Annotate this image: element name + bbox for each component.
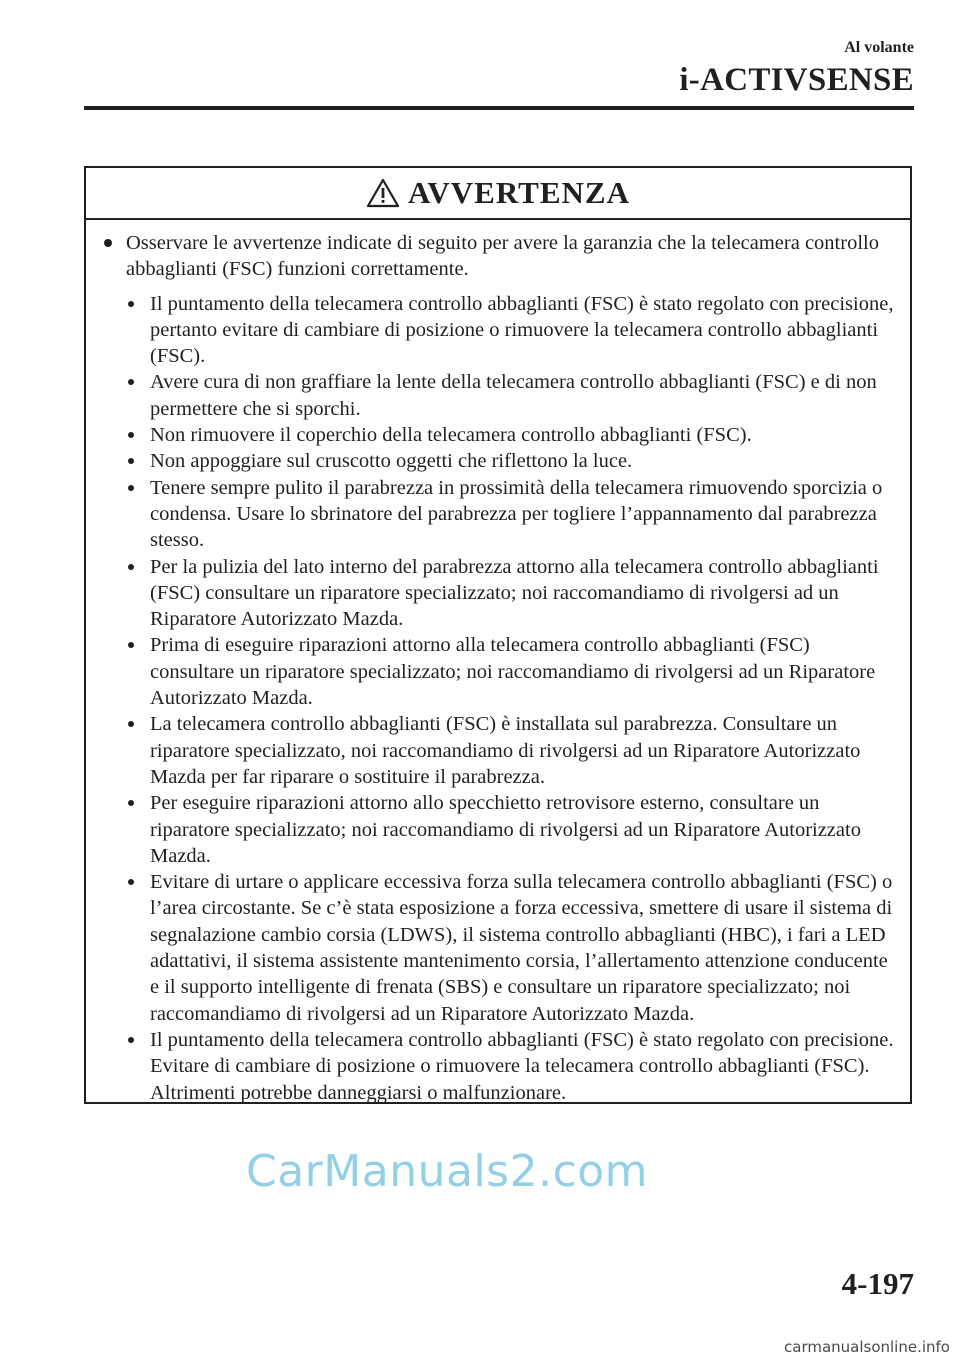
warning-item-text: Per la pulizia del lato interno del parabrezza attorno alla telecamera controllo abbaglianti (FSC) consultare un riparatore specializzato; noi raccomandiamo di rivolgersi ad un Riparatore Autorizzato Mazda. (150, 555, 879, 631)
warning-item (100, 869, 896, 1027)
main-bullet (100, 230, 896, 283)
watermark: CarManuals2.com (246, 1146, 649, 1197)
warning-item-text: Non appoggiare sul cruscotto oggetti che riflettono la luce. (150, 450, 633, 473)
page-number: 4-197 (841, 1266, 914, 1301)
warning-item (100, 1027, 896, 1106)
warning-item-text: Non rimuovere il coperchio della telecamera controllo abbaglianti (FSC). (150, 424, 752, 447)
bullet-dot (128, 458, 134, 464)
main-bullet-text: Osservare le avvertenze indicate di seguito per avere la garanzia che la telecamera controllo abbaglianti (FSC) funzioni correttamente. (126, 232, 879, 281)
page-title: i-ACTIVSENSE (679, 62, 914, 98)
warning-item-text: Evitare di urtare o applicare eccessiva forza sulla telecamera controllo abbaglianti (FSC) o l’area circostante. Se c’è stata esposizione a forza eccessiva, smettere di usare il sistema di segnalazione cambio corsia (LDWS), il sistema controllo abbaglianti (HBC), i fari a LED adattativi, il sistema assistente mantenimento corsia, l’allertamento attenzione conducente e il supporto intelligente di frenata (SBS) e consultare un riparatore specializzato; noi raccomandiamo di rivolgersi ad un Riparatore Autorizzato Mazda. (150, 871, 893, 1025)
bullet-dot (128, 564, 134, 570)
bullet-dot (128, 301, 134, 307)
bullet-dot (104, 239, 112, 247)
bullet-dot (128, 1037, 134, 1043)
warning-item (100, 632, 896, 711)
warning-item-text: Il puntamento della telecamera controllo abbaglianti (FSC) è stato regolato con precisione. Evitare di cambiare di posizione o rimuovere la telecamera controllo abbaglianti (FSC). Altrimenti potrebbe danneggiarsi o malfunzionare. (150, 1028, 894, 1104)
warning-item (100, 448, 896, 474)
warning-header (86, 168, 910, 220)
warning-body (86, 220, 910, 1106)
warning-item-text: La telecamera controllo abbaglianti (FSC) è installata sul parabrezza. Consultare un riparatore specializzato, noi raccomandiamo di rivolgersi ad un Riparatore Autorizzato Mazda per far riparare o sostituire il parabrezza. (150, 713, 861, 788)
warning-triangle-icon (366, 178, 400, 208)
bullet-dot (128, 432, 134, 438)
warning-item (100, 369, 896, 422)
bullet-dot (128, 800, 134, 806)
warning-item-text: Per eseguire riparazioni attorno allo specchietto retrovisore esterno, consultare un riparatore specializzato; noi raccomandiamo di rivolgersi ad un Riparatore Autorizzato Mazda. (150, 792, 861, 867)
warning-title: AVVERTENZA (408, 175, 630, 210)
warning-item (100, 711, 896, 790)
warning-item (100, 422, 896, 448)
warning-item (100, 475, 896, 554)
warning-item (100, 554, 896, 633)
warning-item (100, 790, 896, 869)
bullet-dot (128, 721, 134, 727)
warning-box (84, 166, 912, 1104)
warning-item-text: Avere cura di non graffiare la lente della telecamera controllo abbaglianti (FSC) e di non permettere che si sporchi. (150, 371, 877, 420)
warning-item-text: Prima di eseguire riparazioni attorno alla telecamera controllo abbaglianti (FSC) consultare un riparatore specializzato; noi raccomandiamo di rivolgersi ad un Riparatore Autorizzato Mazda. (150, 634, 876, 710)
warning-item (100, 291, 896, 370)
bullet-dot (128, 642, 134, 648)
warning-item-text: Tenere sempre pulito il parabrezza in prossimità della telecamera rimuovendo sporcizia o condensa. Usare lo sbrinatore del parabrezza per togliere l’appannamento dal parabrezza stesso. (150, 476, 883, 552)
footer-source: carmanualsonline.info (784, 1338, 950, 1356)
warning-list (100, 291, 896, 1106)
header-divider (84, 106, 914, 110)
bullet-dot (128, 485, 134, 491)
warning-item-text: Il puntamento della telecamera controllo abbaglianti (FSC) è stato regolato con precisione, pertanto evitare di cambiare di posizione o rimuovere la telecamera controllo abbaglianti (FSC). (150, 292, 894, 368)
section-name: Al volante (844, 39, 914, 56)
bullet-dot (128, 379, 134, 385)
bullet-dot (128, 879, 134, 885)
